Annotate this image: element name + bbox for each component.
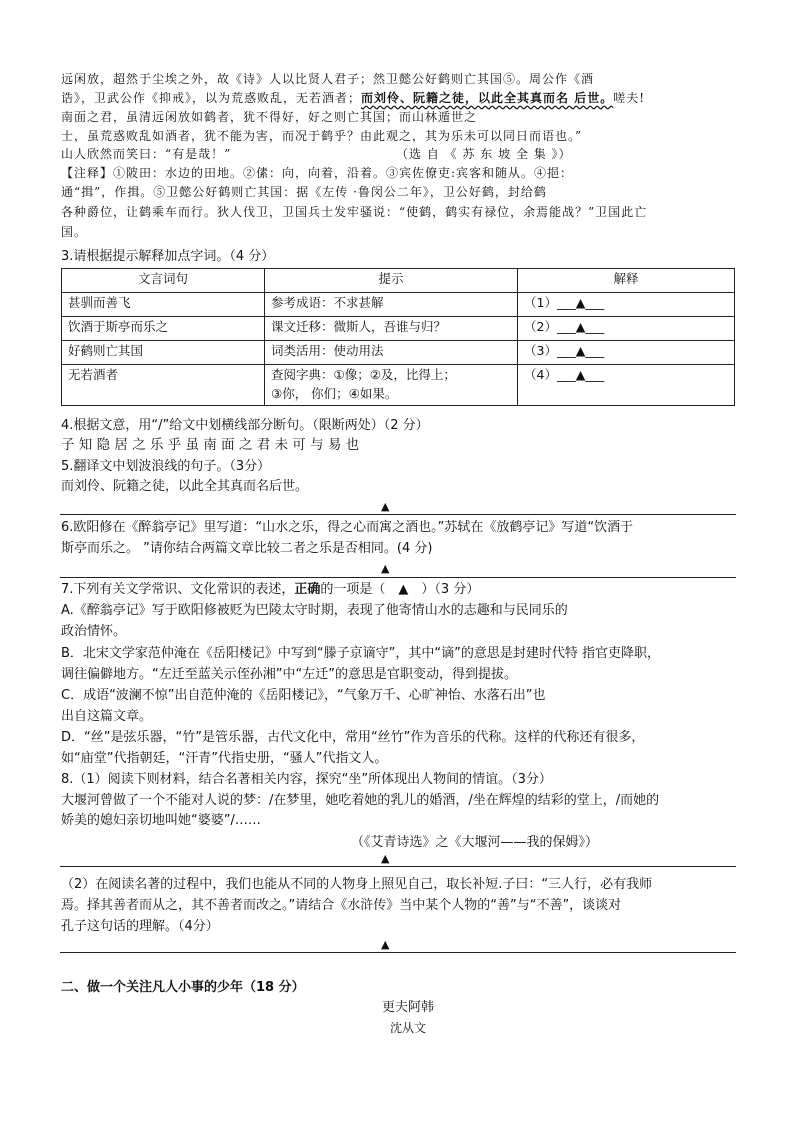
q3-prompt: 3.请根据提示解释加点字词。（4 分） <box>61 249 275 264</box>
q3-header-hint: 提示 <box>265 269 518 293</box>
q7-prompt-before: 7.下列有关文学常识、文化常识的表述， <box>61 582 295 597</box>
q3-answer-2[interactable]: （2）___▲___ <box>518 317 735 341</box>
answer-line-q5[interactable] <box>60 514 736 515</box>
table-row <box>62 365 735 406</box>
q4-prompt: 4.根据文意，用“/”给文中划横线部分断句。（限断两处）（2 分） <box>61 418 429 433</box>
q3-phrase-3: 好鹤则亡其国 <box>62 341 265 365</box>
notes-line-3: 各种爵位，让鹤乘车而行。狄人伐卫，卫国兵士发牢骚说：“使鹤，鹤实有禄位，余焉能战？”卫国此亡 <box>61 205 648 219</box>
passage-line-2 <box>61 90 645 107</box>
q5-text: 而刘伶、阮籍之徒，以此全其真而名后世。 <box>61 479 309 494</box>
q7-option-b: B．北宋文学家范仲淹在《岳阳楼记》中写到“滕子京谪守”，其中“谪”的意思是封建时代特 指官吏降职， <box>61 646 660 661</box>
notes-line-4: 国。 <box>61 225 88 239</box>
q7-option-a: A.《醉翁亭记》写于欧阳修被贬为巴陵太守时期，表现了他寄情山水的志趣和与民同乐的 <box>61 603 568 618</box>
answer-marker-q8-1: ▲ <box>381 852 390 865</box>
q3-answer-3[interactable]: （3）___▲___ <box>518 341 735 365</box>
answer-marker-q6: ▲ <box>381 562 390 575</box>
q3-header-phrase: 文言词句 <box>62 269 265 293</box>
article-author: 沈从文 <box>390 1021 427 1035</box>
q7-option-c: C．成语“波澜不惊”出自范仲淹的《岳阳楼记》，“气象万千、心旷神怡、水落石出”也 <box>61 688 546 703</box>
q7-option-b-cont: 调往偏僻地方。“左迁至蓝关示侄孙湘”中“左迁”的意思是官职变动，得到提拔。 <box>61 667 517 682</box>
answer-marker-q8-2: ▲ <box>381 938 390 951</box>
passage-line-2-text: 诰》，卫武公作《抑戒》，以为荒惑败乱，无若酒者； <box>61 91 362 105</box>
q3-hint-4: 查阅字典：①像；②及，比得上； <box>271 367 456 382</box>
q8-part1-line-2: 娇美的媳妇亲切地叫她“婆婆”/…… <box>61 813 261 828</box>
q7-option-d: D．“丝”是弦乐器，“竹”是管乐器，古代文化中，常用“丝竹”作为音乐的代称。这样的代称还有很多， <box>61 730 645 745</box>
q3-header-row <box>62 269 735 293</box>
q3-phrase-2: 饮酒于斯亭而乐之 <box>62 317 265 341</box>
q3-phrase-1: 甚驯而善飞 <box>62 293 265 317</box>
answer-line-q8-2[interactable] <box>60 952 736 953</box>
passage-line-2-end: 嗟夫! <box>613 91 646 105</box>
passage-line-4: 士，虽荒惑败乱如酒者，犹不能为害，而况于鹤乎？由此观之，其为乐未可以同日而语也。” <box>61 129 583 143</box>
q7-prompt <box>61 581 479 598</box>
q3-hint-4b: ③你， 你们；④如果。 <box>271 386 398 401</box>
q8-part1-source: （《艾青诗选》之《大堰河——我的保姆》） <box>351 835 599 850</box>
q7-option-a-cont: 政治情怀。 <box>61 624 127 639</box>
q3-answer-1[interactable]: （1）___▲___ <box>518 293 735 317</box>
q7-option-d-cont: 如“庙堂”代指朝廷，“汗青”代指史册，“骚人”代指文人。 <box>61 751 388 766</box>
q6-line-2: 斯亭而乐之。 ”请你结合两篇文章比较二者之乐是否相同。(4 分) <box>61 541 433 556</box>
answer-line-q8-1[interactable] <box>60 866 736 867</box>
passage-source: （选 自 《 苏 东 坡 全 集 》） <box>396 147 572 161</box>
passage-line-3: 南面之君，虽清远闲放如鹤者，犹不得好，好之则亡其国；而山林遁世之 <box>61 110 478 124</box>
answer-line-q6[interactable] <box>60 577 736 578</box>
q3-hint-2: 课文迁移：微斯人，吾谁与归？ <box>265 317 518 341</box>
q3-phrase-4: 无若酒者 <box>62 365 265 406</box>
q3-answer-4[interactable]: （4）___▲___ <box>518 365 735 406</box>
notes-line-2: 通“揖”，作揖。⑤卫懿公好鹤则亡其国：据《左传 ·鲁闵公二年》，卫公好鹤，封给鹤 <box>61 185 547 199</box>
table-row <box>62 341 735 365</box>
q8-part2-line-2: 焉。择其善者而从之，其不善者而改之。”请结合《水浒传》当中某个人物的“善”与“不善”，谈谈对 <box>61 898 622 913</box>
q4-text: 子 知 隐 居 之 乐 乎 虽 南 面 之 君 未 可 与 易 也 <box>61 437 360 453</box>
passage-line-5: 山人欣然而笑曰：“有是哉！” <box>61 147 232 161</box>
q7-prompt-bold: 正确 <box>294 582 321 597</box>
q3-header-answer: 解释 <box>518 269 735 293</box>
q7-option-c-cont: 出自这篇文章。 <box>61 709 153 724</box>
section-heading: 二、做一个关注凡人小事的少年（18 分） <box>61 980 305 995</box>
notes-line-1: 【注释】①陂田：水边的田地。②傃：向，向着，沿着。③宾佐僚吏:宾客和随从。④挹： <box>61 166 574 180</box>
q8-part2-line-1: （2）在阅读名著的过程中，我们也能从不同的人物身上照见自己，取长补短.子曰：“三人行，必有我师 <box>61 877 653 892</box>
q7-prompt-after: 的一项是（ ▲ ）（3 分） <box>320 582 480 597</box>
q6-line-1: 6.欧阳修在《醉翁亭记》里写道：“山水之乐，得之心而寓之酒也。”苏轼在《放鹤亭记》写道“饮酒于 <box>61 520 634 535</box>
wavy-sentence: 而刘伶、阮籍之徒，以此全其真而名 后世。 <box>361 91 614 105</box>
table-row <box>62 317 735 341</box>
q8-part2-line-3: 孔子这句话的理解。（4分） <box>61 919 219 934</box>
answer-marker-q5: ▲ <box>381 500 390 513</box>
q3-hint-3: 词类活用：使动用法 <box>265 341 518 365</box>
table-row <box>62 293 735 317</box>
q5-prompt: 5.翻译文中划波浪线的句子。（3分） <box>61 459 271 474</box>
q3-table <box>61 268 735 406</box>
q8-part1-prompt: 8.（1）阅读下则材料，结合名著相关内容，探究“坐”所体现出人物间的情谊。（3分） <box>61 772 552 787</box>
q8-part1-line-1: 大堰河曾做了一个不能对人说的梦：/在梦里，她吃着她的乳儿的婚酒，/坐在辉煌的结彩的堂上，/而她的 <box>61 793 660 808</box>
q3-hint-1: 参考成语：不求甚解 <box>265 293 518 317</box>
passage-line-1: 远闲放，超然于尘埃之外，故《诗》人以比贤人君子；然卫懿公好鹤则亡其国⑤。周公作《酒 <box>61 72 595 86</box>
article-title: 更夫阿韩 <box>382 1000 435 1015</box>
q3-hint-4-cell <box>265 365 518 406</box>
